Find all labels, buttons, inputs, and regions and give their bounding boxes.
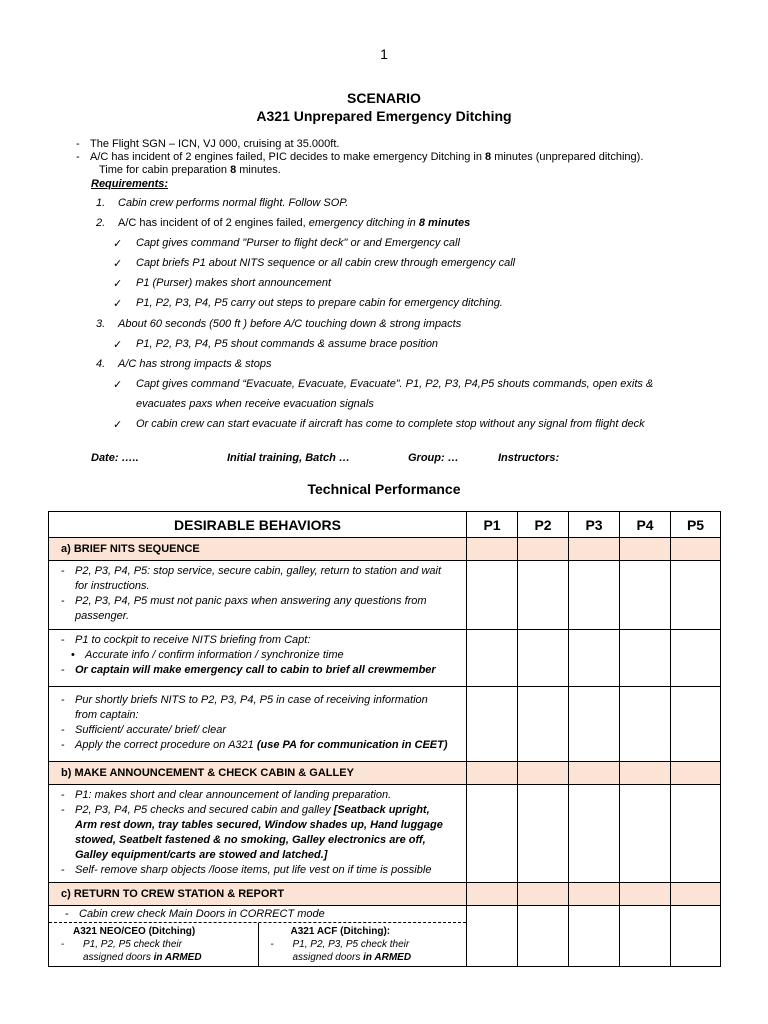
acf-column: A321 ACF (Ditching): - P1, P2, P3, P5 check their assigned doors in ARMED — [258, 923, 467, 966]
score-cell[interactable] — [569, 538, 620, 561]
score-cell[interactable] — [569, 785, 620, 883]
score-cell[interactable] — [620, 906, 671, 967]
score-cell[interactable] — [467, 687, 518, 762]
header-p4: P4 — [620, 512, 671, 538]
req-4-check-1-cont: evacuates paxs when receive evacuation signals — [136, 398, 374, 410]
section-a-label: a) BRIEF NITS SEQUENCE — [49, 538, 467, 561]
score-cell[interactable] — [620, 785, 671, 883]
score-cell[interactable] — [671, 687, 721, 762]
req-4-text: A/C has strong impacts & stops — [118, 358, 272, 370]
score-cell[interactable] — [467, 630, 518, 687]
performance-table — [48, 511, 721, 967]
req-1-number: 1. — [96, 197, 106, 209]
requirements-label: Requirements: — [91, 178, 169, 190]
technical-performance-title: Technical Performance — [307, 481, 461, 497]
score-cell[interactable] — [518, 906, 569, 967]
score-cell[interactable] — [467, 561, 518, 630]
req-4-number: 4. — [96, 358, 106, 370]
req-2-check-2: Capt briefs P1 about NITS sequence or all cabin crew through emergency call — [136, 257, 516, 269]
page-number: 1 — [380, 46, 388, 62]
check-icon: ✓ — [113, 339, 123, 351]
score-cell[interactable] — [569, 883, 620, 906]
check-icon: ✓ — [113, 379, 123, 391]
score-cell[interactable] — [518, 630, 569, 687]
header-p1: P1 — [467, 512, 518, 538]
header-p3: P3 — [569, 512, 620, 538]
score-cell[interactable] — [671, 906, 721, 967]
score-cell[interactable] — [671, 762, 721, 785]
score-cell[interactable] — [518, 785, 569, 883]
table-header-row — [49, 512, 721, 538]
score-cell[interactable] — [620, 630, 671, 687]
req-3-text: About 60 seconds (500 ft ) before A/C touching down & strong impacts — [118, 318, 462, 330]
instructors-field: Instructors: — [498, 452, 560, 464]
score-cell[interactable] — [518, 687, 569, 762]
scenario-heading: SCENARIO — [347, 90, 421, 106]
neo-ceo-column: A321 NEO/CEO (Ditching) - P1, P2, P5 check their assigned doors in ARMED — [61, 926, 202, 963]
section-b-row — [49, 762, 721, 785]
score-cell[interactable] — [620, 538, 671, 561]
score-cell[interactable] — [671, 561, 721, 630]
scenario-title: A321 Unprepared Emergency Ditching — [256, 108, 512, 124]
req-2-number: 2. — [96, 217, 106, 229]
behavior-c1: - Cabin crew check Main Doors in CORRECT mode A321 NEO/CEO (Ditching) - P1, P2, P5 check their assigned doors in ARMED A321 ACF (Ditching): - P1, P2, P3, P5 check their assigned doors in ARMED — [49, 906, 467, 967]
table-row — [49, 630, 721, 687]
req-2-check-1: Capt gives command "Purser to flight deck" or and Emergency call — [136, 237, 460, 249]
behavior-a1: - P2, P3, P4, P5: stop service, secure cabin, galley, return to station and wait for instructions. - P2, P3, P4, P5 must not panic paxs when answering any questions from passenger. — [49, 561, 467, 630]
req-1-text: Cabin crew performs normal flight. Follow SOP. — [118, 197, 349, 209]
section-b-label: b) MAKE ANNOUNCEMENT & CHECK CABIN & GALLEY — [49, 762, 467, 785]
score-cell[interactable] — [620, 762, 671, 785]
score-cell[interactable] — [518, 561, 569, 630]
header-p5: P5 — [671, 512, 721, 538]
table-row — [49, 561, 721, 630]
req-2-check-4: P1, P2, P3, P4, P5 carry out steps to prepare cabin for emergency ditching. — [136, 297, 503, 309]
behavior-a3: - Pur shortly briefs NITS to P2, P3, P4, P5 in case of receiving information from captain: - Sufficient/ accurate/ brief/ clear - Apply the correct procedure on A321 (use PA for communication in CEET) — [49, 687, 467, 762]
check-icon: ✓ — [113, 238, 123, 250]
req-3-number: 3. — [96, 318, 106, 330]
req-2-text: A/C has incident of of 2 engines failed, emergency ditching in 8 minutes — [118, 217, 471, 229]
score-cell[interactable] — [620, 561, 671, 630]
group-field: Group: … — [408, 452, 459, 464]
header-behaviors: DESIRABLE BEHAVIORS — [49, 512, 467, 538]
check-icon: ✓ — [113, 419, 123, 431]
score-cell[interactable] — [569, 630, 620, 687]
score-cell[interactable] — [671, 883, 721, 906]
intro-line-3: Time for cabin preparation 8 minutes. — [99, 164, 281, 176]
req-4-check-2: Or cabin crew can start evacuate if aircraft has come to complete stop without any signal from flight deck — [136, 418, 645, 430]
table-row — [49, 687, 721, 762]
section-c-row — [49, 883, 721, 906]
score-cell[interactable] — [467, 785, 518, 883]
score-cell[interactable] — [671, 630, 721, 687]
score-cell[interactable] — [518, 883, 569, 906]
score-cell[interactable] — [467, 538, 518, 561]
section-a-row — [49, 538, 721, 561]
section-c-label: c) RETURN TO CREW STATION & REPORT — [49, 883, 467, 906]
score-cell[interactable] — [467, 762, 518, 785]
score-cell[interactable] — [467, 906, 518, 967]
score-cell[interactable] — [620, 687, 671, 762]
table-row — [49, 906, 721, 967]
date-field: Date: ….. — [91, 452, 139, 464]
score-cell[interactable] — [518, 538, 569, 561]
check-icon: ✓ — [113, 258, 123, 270]
behavior-a2: - P1 to cockpit to receive NITS briefing from Capt: • Accurate info / confirm information / synchronize time - Or captain will make emergency call to cabin to brief all crewmember — [49, 630, 467, 687]
table-row — [49, 785, 721, 883]
score-cell[interactable] — [569, 687, 620, 762]
req-2-check-3: P1 (Purser) makes short announcement — [136, 277, 332, 289]
behavior-b1: - P1: makes short and clear announcement of landing preparation. - P2, P3, P4, P5 checks and secured cabin and galley [Seatback upright, Arm rest down, tray tables secured, Window shades up, Hand luggage stowed, Seatbelt fastened & no smoking, Galley electronics are off, Galley equipment/carts are stowed and latched.] - Self- remove sharp objects /loose items, put life vest on if time is possible — [49, 785, 467, 883]
score-cell[interactable] — [620, 883, 671, 906]
score-cell[interactable] — [569, 762, 620, 785]
score-cell[interactable] — [467, 883, 518, 906]
score-cell[interactable] — [671, 538, 721, 561]
score-cell[interactable] — [671, 785, 721, 883]
score-cell[interactable] — [518, 762, 569, 785]
check-icon: ✓ — [113, 298, 123, 310]
door-check-split — [49, 922, 466, 966]
score-cell[interactable] — [569, 906, 620, 967]
score-cell[interactable] — [569, 561, 620, 630]
req-3-check-1: P1, P2, P3, P4, P5 shout commands & assume brace position — [136, 338, 439, 350]
req-4-check-1: Capt gives command “Evacuate, Evacuate, Evacuate”. P1, P2, P3, P4,P5 shouts commands, open exits & — [136, 378, 654, 390]
header-p2: P2 — [518, 512, 569, 538]
training-field: Initial training, Batch … — [227, 452, 350, 464]
check-icon: ✓ — [113, 278, 123, 290]
